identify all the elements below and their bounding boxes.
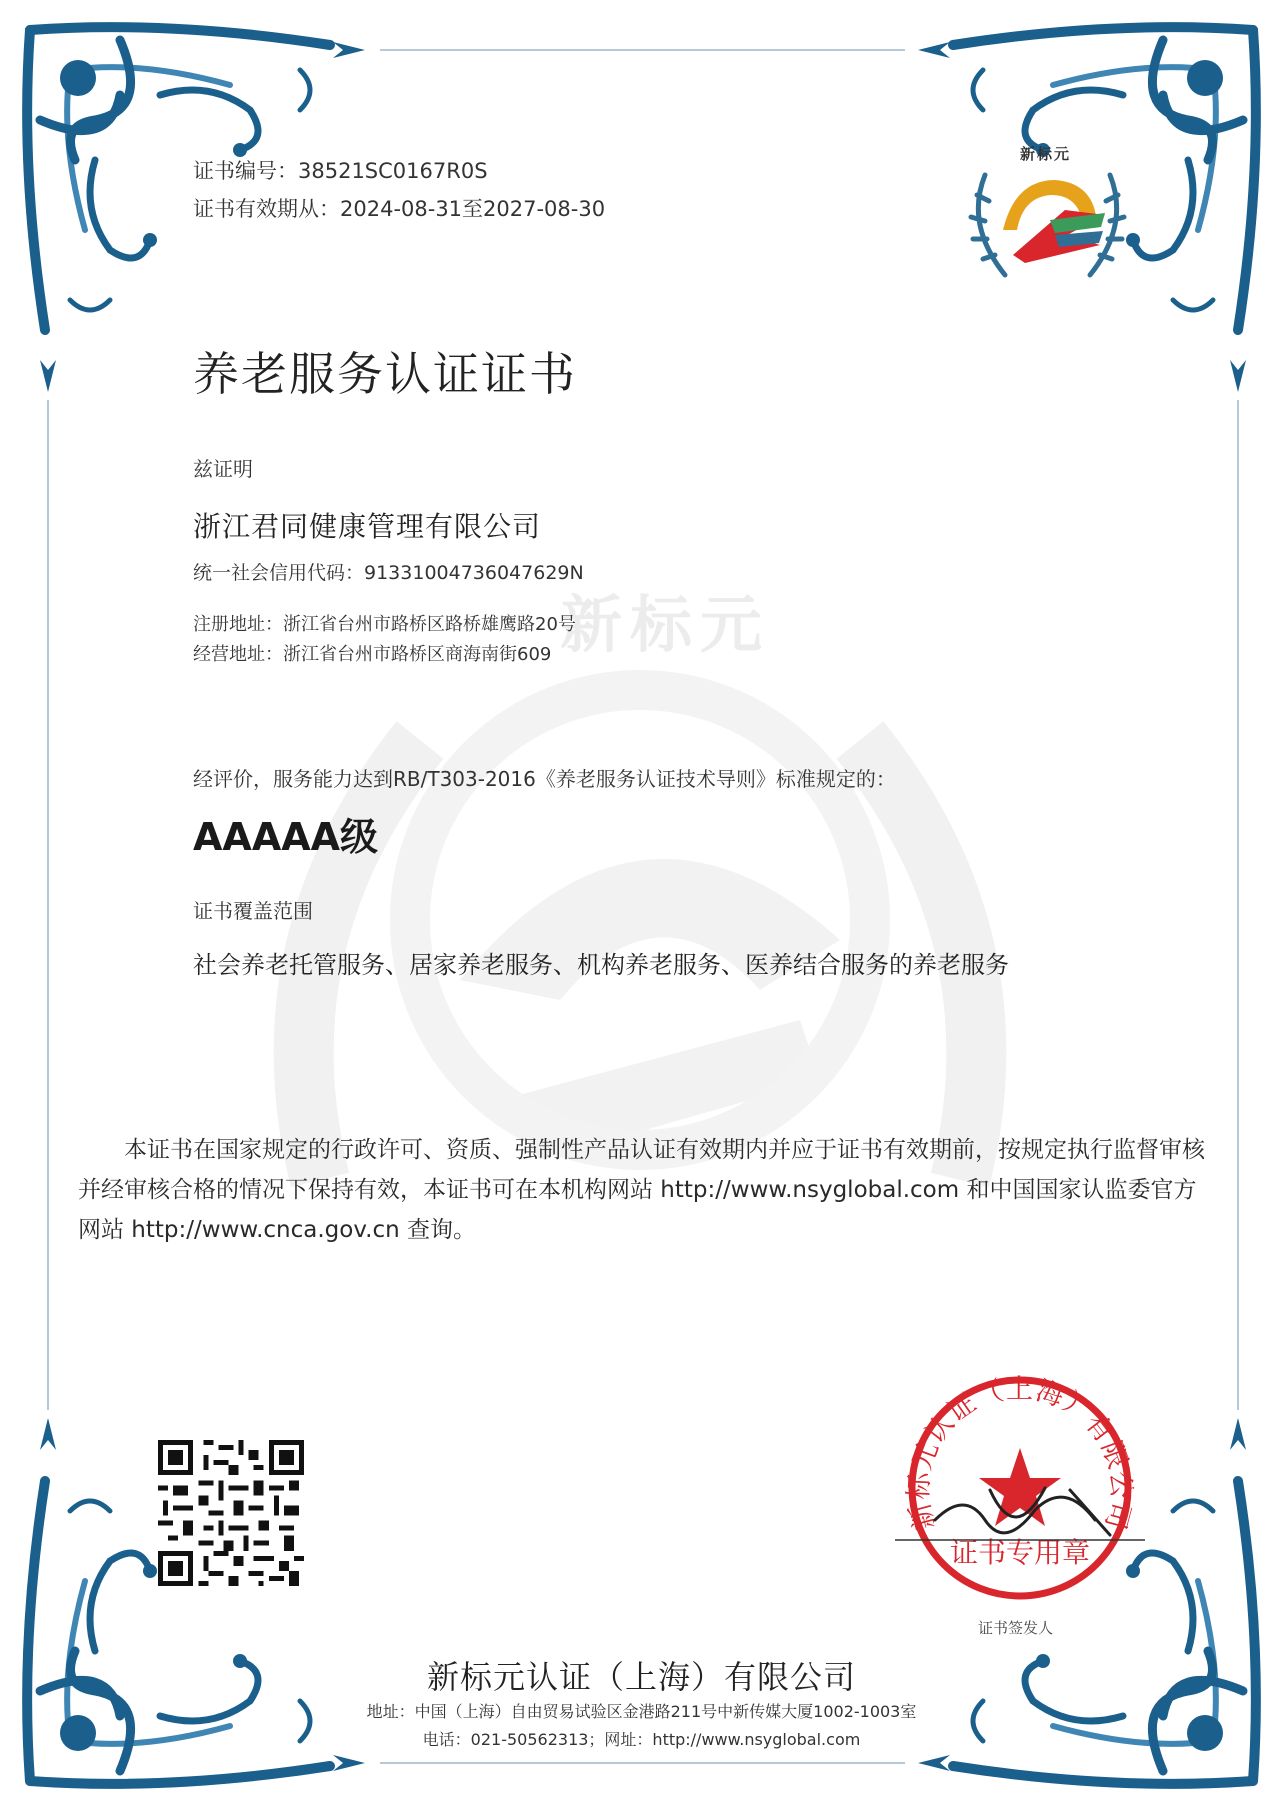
evaluation-statement: 经评价，服务能力达到RB/T303-2016《养老服务认证技术导则》标准规定的： (193, 767, 896, 791)
service-level: AAAAA级 (193, 815, 379, 859)
issuer-address: 地址：中国（上海）自由贸易试验区金港路211号中新传媒大厦1002-1003室 (366, 1702, 917, 1721)
certify-intro: 兹证明 (193, 457, 253, 481)
certificate-title: 养老服务认证证书 (193, 347, 577, 401)
validity-statement: 本证书在国家规定的行政许可、资质、强制性产品认证有效期内并应于证书有效期前，按规定执行监督审核并经审核合格的情况下保持有效，本证书可在本机构网站 http://www.nsyglobal.com 和中国国家认监委官方网站 http://www.cnca.gov.cn 查询。 (78, 1137, 1205, 1243)
scope-label: 证书覆盖范围 (193, 899, 313, 923)
qr-code-icon (158, 1440, 304, 1586)
issuer-name: 新标元认证（上海）有限公司 (426, 1658, 856, 1696)
operating-address: 经营地址：浙江省台州市路桥区商海南街609 (193, 644, 552, 665)
company-name: 浙江君同健康管理有限公司 (193, 510, 542, 543)
certificate-number: 证书编号：38521SC0167R0S (193, 159, 488, 183)
signer-label: 证书签发人 (978, 1619, 1054, 1637)
scope-text: 社会养老托管服务、居家养老服务、机构养老服务、医养结合服务的养老服务 (193, 951, 1009, 979)
seal-center-text: 证书专用章 (949, 1536, 1091, 1569)
watermark-text: 新标元 (560, 588, 771, 661)
credit-code: 统一社会信用代码：91331004736047629N (193, 562, 584, 584)
registered-address: 注册地址：浙江省台州市路桥区路桥雄鹰路20号 (193, 614, 576, 635)
logo-text: 新标元 (1020, 145, 1072, 163)
seal-ring-text: 新标元认证（上海）有限公司 (903, 1374, 1137, 1534)
certificate-validity: 证书有效期从：2024-08-31至2027-08-30 (193, 197, 606, 221)
issuer-contact: 电话：021-50562313；网址：http://www.nsyglobal.com (422, 1730, 861, 1749)
official-seal-icon (895, 1370, 1145, 1605)
